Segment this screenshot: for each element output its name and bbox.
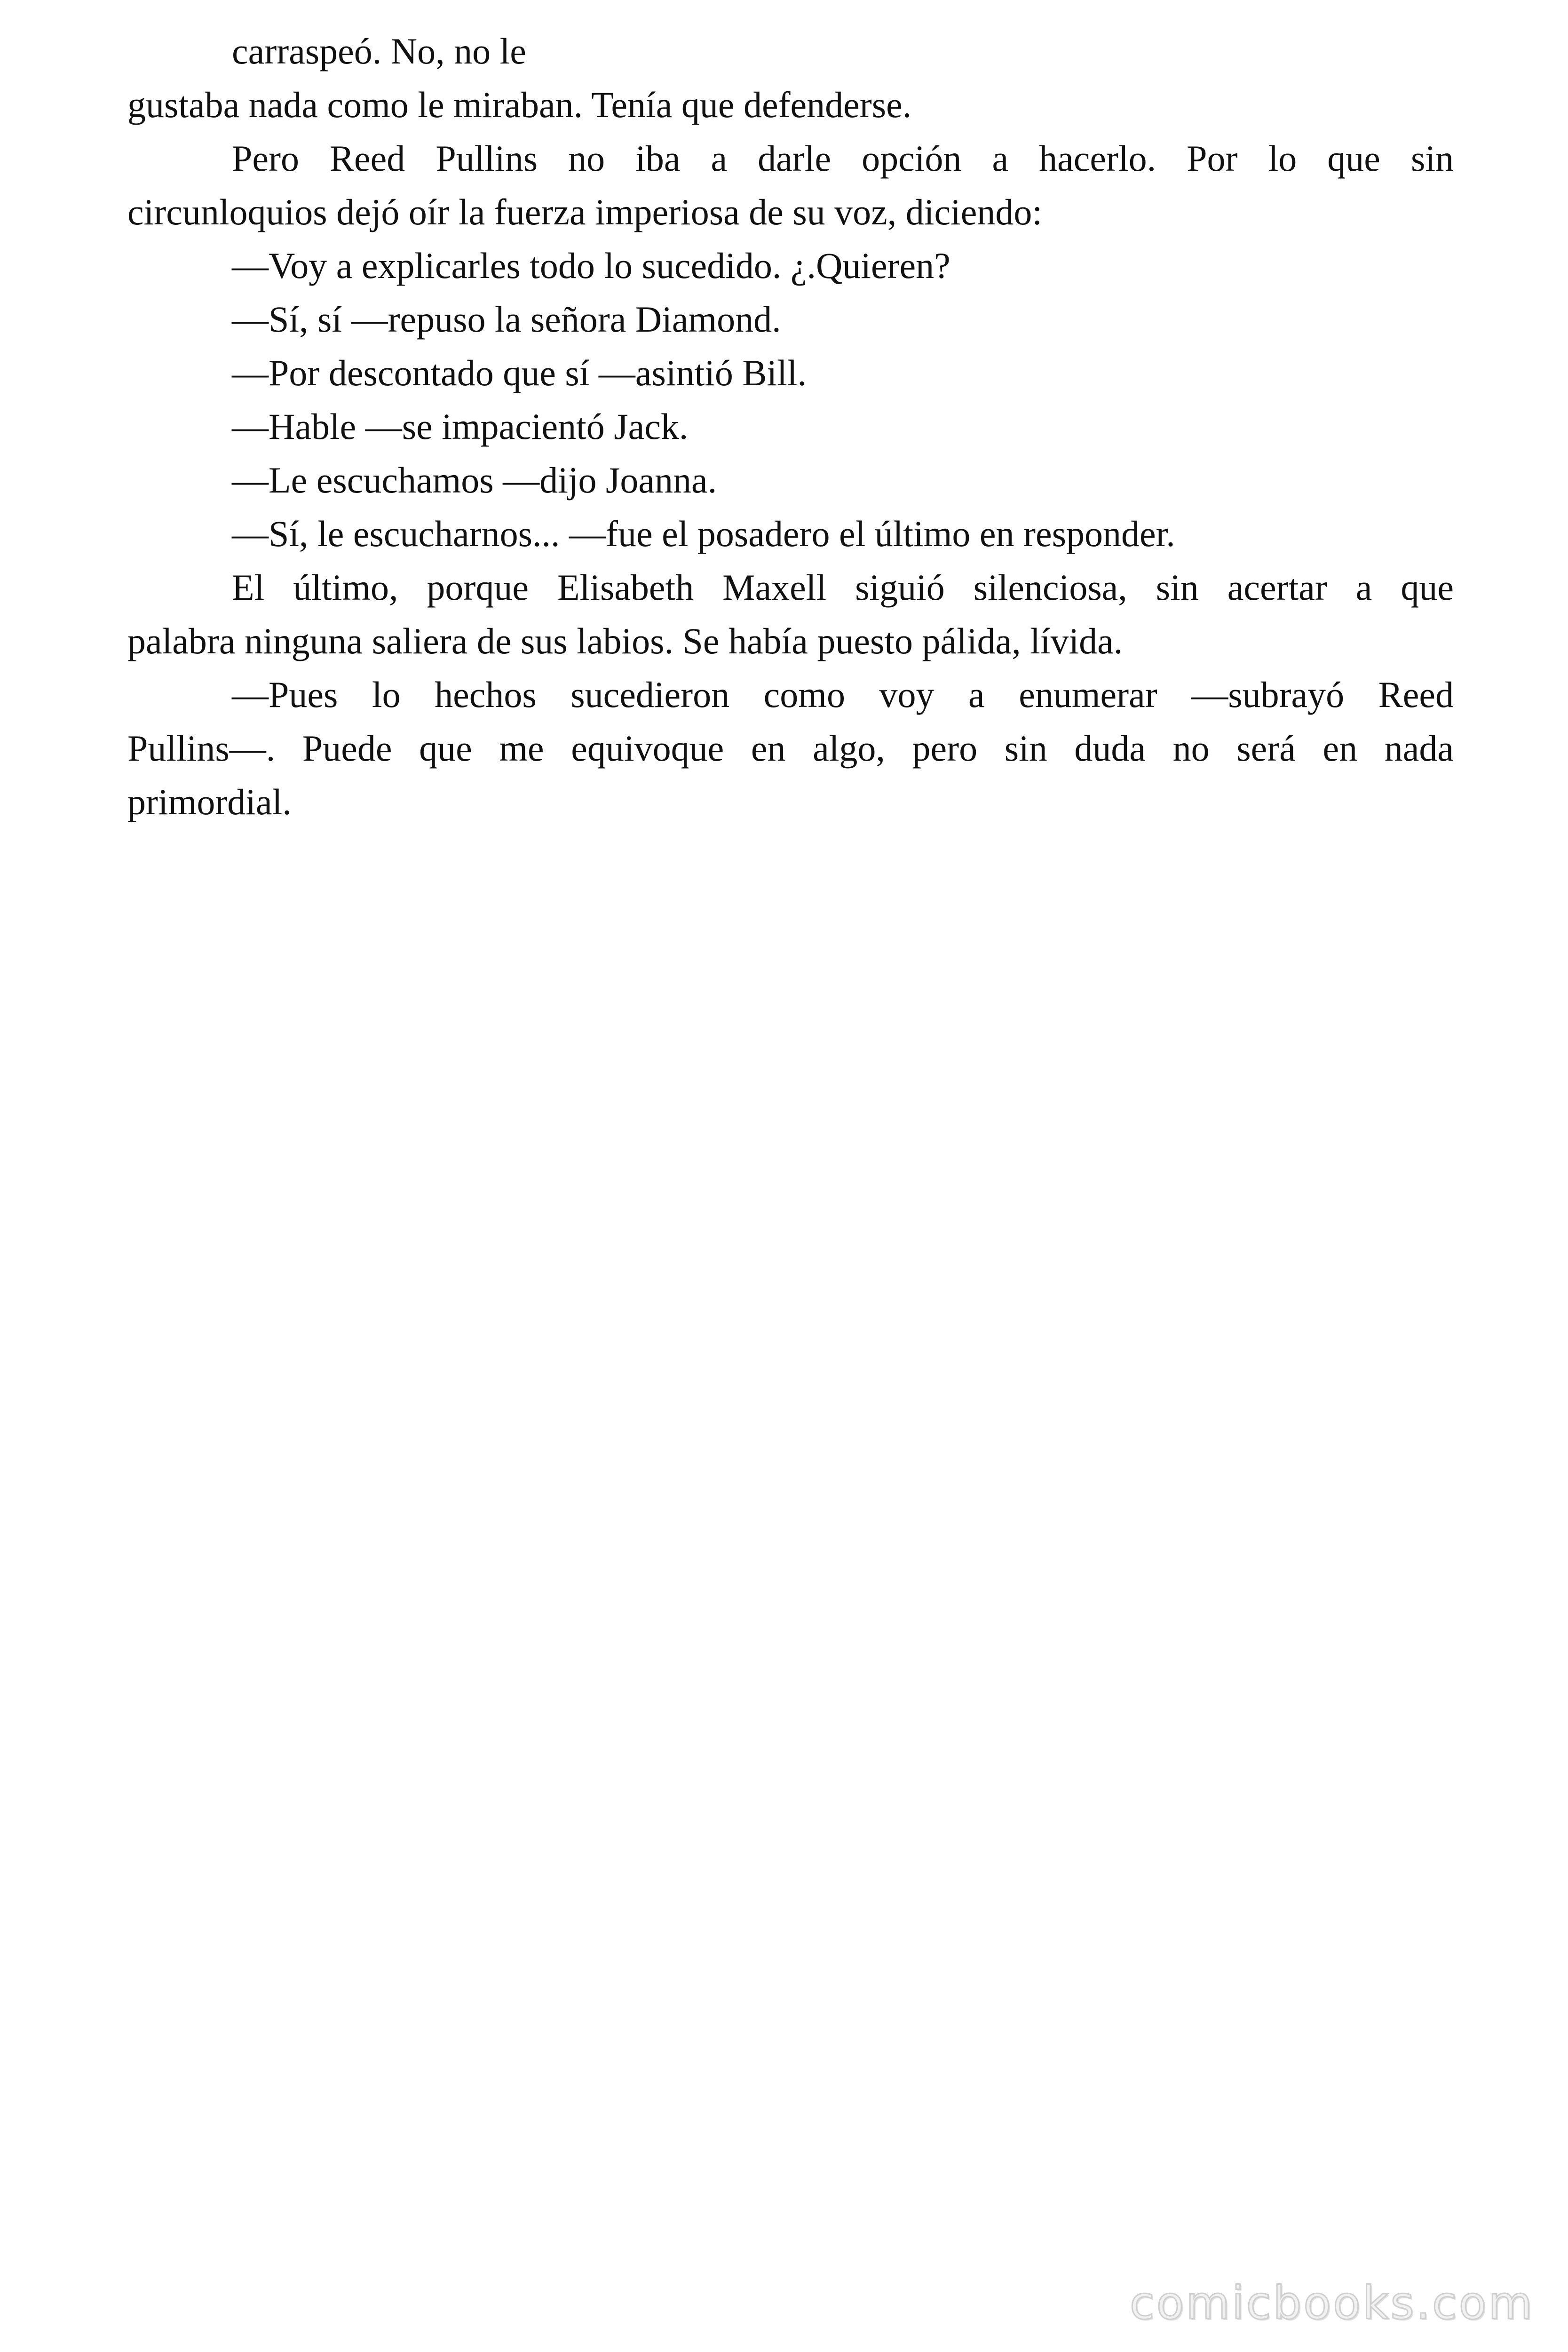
text-line: gustaba nada como le miraban. Tenía que defenderse. [127,84,912,125]
text-line: —Voy a explicarles todo lo sucedido. ¿.Quieren? [232,245,950,286]
text-line: —Sí, le escucharnos... —fue el posadero el último en responder. [232,513,1175,554]
text-line: palabra ninguna saliera de sus labios. Se había puesto pálida, lívida. [127,620,1123,661]
text-line: —Pues lo hechos sucedieron como voy a enumerar —subrayó Reed [232,674,1454,715]
text-line: circunloquios dejó oír la fuerza imperiosa de su voz, diciendo: [127,191,1043,232]
text-line: —Hable —se impacientó Jack. [232,406,689,447]
text-line: —Por descontado que sí —asintió Bill. [232,352,807,393]
text-line: Pullins—. Puede que me equivoque en algo, pero sin duda no será en nada [127,728,1454,769]
text-line: Pero Reed Pullins no iba a darle opción a hacerlo. Por lo que sin [232,138,1454,179]
watermark-text: comicbooks.com [1129,2277,1534,2329]
text-line: El último, porque Elisabeth Maxell siguió silenciosa, sin acertar a que [232,567,1454,608]
text-line: primordial. [127,781,292,822]
document-page [127,24,1454,829]
text-line: carraspeó. No, no le [232,31,526,72]
text-line: —Sí, sí —repuso la señora Diamond. [232,299,781,340]
text-line: —Le escuchamos —dijo Joanna. [232,460,717,501]
